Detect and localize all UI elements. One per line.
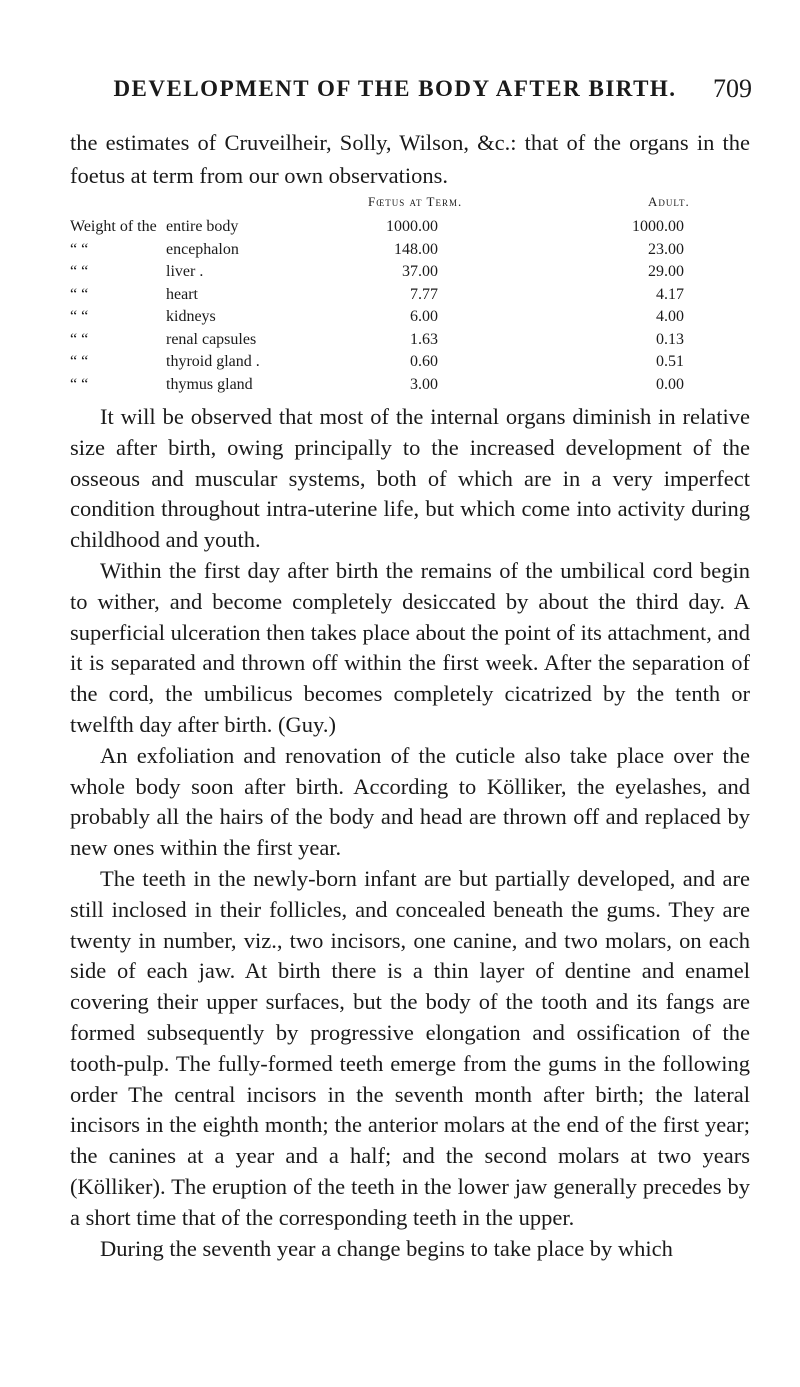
table-body [70, 218, 750, 398]
body-paragraph: The teeth in the newly-born infant are but partially developed, and are still inclosed in their follicles, and concealed beneath the gums. They are twenty in number, viz., two incisors, one canine, and two molars, on each side of each jaw. At birth there is a thin layer of dentine and enamel covering their upper surfaces, but the body of the tooth and its fangs are formed subsequently by progressive elongation and ossification of the tooth-pulp. The fully-formed teeth emerge from the gums in the following order The central incisors in the seventh month after birth; the lateral incisors in the eighth month; the anterior molars at the end of the first year; the canines at a year and a half; and the second molars at two years (Kölliker). The eruption of the teeth in the lower jaw generally precedes by a short time that of the corresponding teeth in the upper. [70, 865, 750, 1230]
intro-paragraph: the estimates of Cruveilheir, Solly, Wilson, &c.: that of the organs in the foetus at term from our own observations. [70, 130, 750, 188]
table-row [70, 376, 750, 399]
adult-value: 1000.00 [632, 218, 684, 235]
table-row [70, 218, 750, 241]
adult-value: 4.00 [656, 308, 684, 325]
running-head: DEVELOPMENT OF THE BODY AFTER BIRTH. [113, 76, 677, 101]
body-paragraph: It will be observed that most of the internal organs diminish in relative size after birth, owing principally to the increased development of the osseous and muscular systems, both of which are in a very imperfect condition throughout intra-uterine life, but which come into activity during childhood and youth. [70, 404, 750, 553]
body-text [70, 402, 750, 1264]
foetus-value: 37.00 [402, 263, 438, 280]
table-row [70, 331, 750, 354]
table-row [70, 263, 750, 286]
table-row [70, 241, 750, 264]
adult-value: 29.00 [648, 263, 684, 280]
row-label-organ: liver . [166, 263, 204, 280]
foetus-value: 148.00 [394, 240, 438, 258]
row-label-prefix: “ “ [70, 263, 89, 280]
table-row [70, 286, 750, 309]
adult-value: 0.00 [656, 375, 684, 393]
column-header-foetus: Fœtus at Term. [368, 194, 463, 209]
adult-value: 0.51 [656, 353, 684, 370]
row-label-prefix: Weight of the [70, 218, 157, 235]
foetus-value: 7.77 [410, 285, 438, 303]
row-label-organ: heart [166, 285, 198, 303]
foetus-value: 1000.00 [386, 218, 438, 235]
row-label-organ: thymus gland [166, 375, 253, 393]
row-label-organ: entire body [166, 218, 239, 235]
table-row [70, 308, 750, 331]
row-label-organ: encephalon [166, 240, 239, 258]
row-label-prefix: “ “ [70, 330, 89, 348]
row-label-organ: thyroid gland . [166, 353, 260, 370]
body-paragraph: An exfoliation and renovation of the cuticle also take place over the whole body soon after birth. According to Kölliker, the eyelashes, and probably all the hairs of the body and head are thrown off and replaced by new ones within the first year. [70, 742, 750, 861]
page-number: 709 [713, 74, 752, 103]
foetus-value: 1.63 [410, 330, 438, 348]
body-paragraph: Within the first day after birth the remains of the umbilical cord begin to wither, and become completely desiccated by about the third day. A superficial ulceration then takes place about the point of its attachment, and it is separated and thrown off within the first week. After the separation of the cord, the umbilicus becomes completely cicatrized by the tenth or twelfth day after birth. (Guy.) [70, 557, 750, 737]
row-label-prefix: “ “ [70, 308, 89, 325]
row-label-organ: renal capsules [166, 330, 257, 348]
body-paragraph: During the seventh year a change begins to take place by which [100, 1235, 673, 1261]
page-header [0, 76, 800, 116]
foetus-value: 0.60 [410, 353, 438, 370]
row-label-prefix: “ “ [70, 375, 89, 393]
foetus-value: 6.00 [410, 308, 438, 325]
row-label-prefix: “ “ [70, 240, 89, 258]
adult-value: 4.17 [656, 285, 684, 303]
adult-value: 0.13 [656, 330, 684, 348]
row-label-prefix: “ “ [70, 353, 89, 370]
foetus-value: 3.00 [410, 375, 438, 393]
row-label-prefix: “ “ [70, 285, 89, 303]
adult-value: 23.00 [648, 240, 684, 258]
organ-weight-table [70, 194, 750, 398]
table-header [70, 194, 750, 218]
table-row [70, 353, 750, 376]
column-header-adult: Adult. [648, 194, 690, 209]
row-label-organ: kidneys [166, 308, 216, 325]
